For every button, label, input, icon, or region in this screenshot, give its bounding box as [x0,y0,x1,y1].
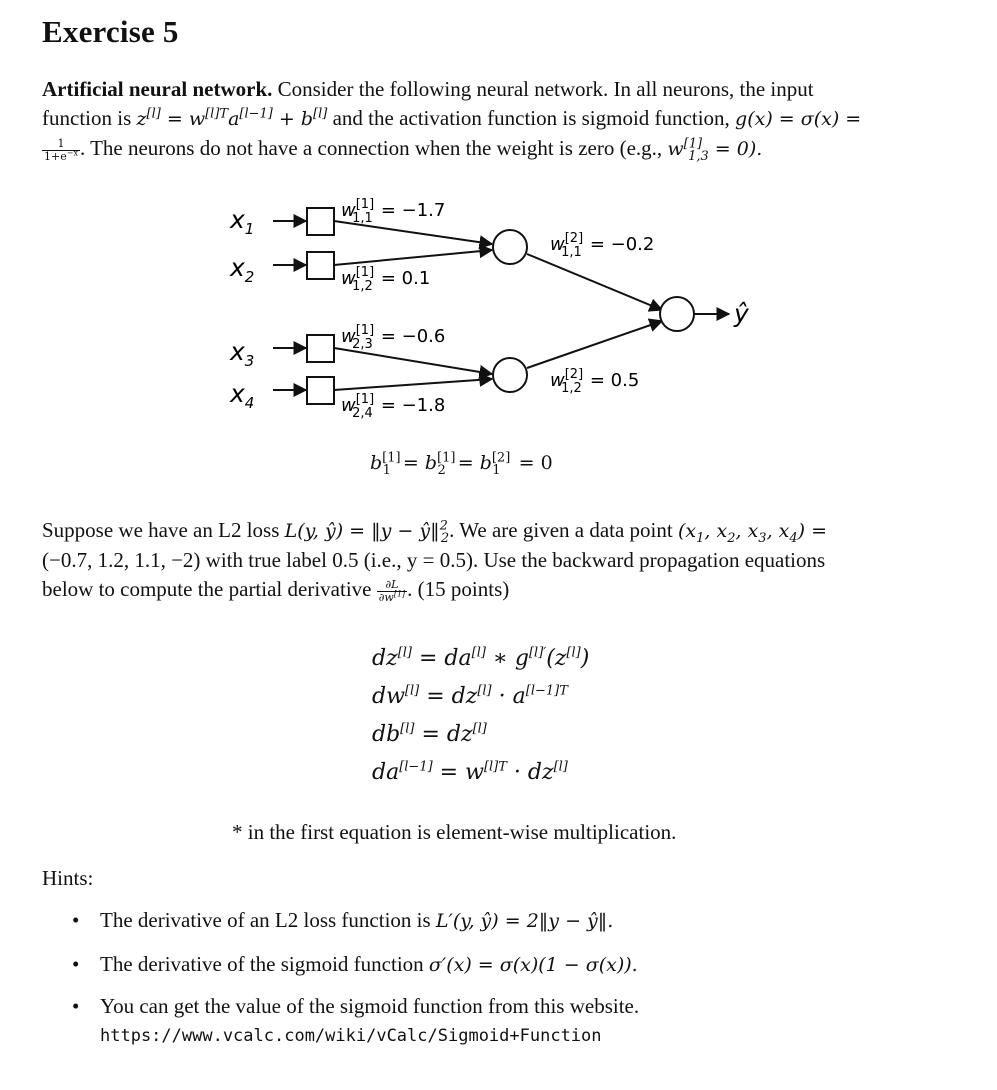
edge-w12-layer2 [527,321,662,368]
hint-1-text: The derivative of an L2 loss function is [100,908,431,932]
exercise-title: Exercise 5 [42,14,179,49]
question-paragraph [42,516,947,604]
data-point-vars: ($x_1$, $x_2$, $x_3$, $x_4$) = [677,520,828,546]
intro-paragraph [42,75,947,164]
edge-w11-layer2 [527,254,662,310]
input-function-formula: $z[l] = w^{[l]T}a[l-1] + b[l]$ [136,106,328,130]
equation-dw: $dw[l] = dz[l] \cdot a^{[l-1]T}$ [372,683,568,709]
weight-w24-1: w[1] 2,4 = −1.8 [341,392,446,421]
weight-w12-2: w[2] 1,2 = 0.5 [550,367,640,396]
l2-derivative-formula: L′(y, ŷ) = 2‖y − ŷ‖. [435,910,614,932]
neural-network-diagram [200,188,780,438]
input-node-4 [307,377,334,404]
intro-text-1: Consider the following neural network. In all neurons, the input [277,77,814,101]
intro-text-2b: and the activation function is sigmoid function, [332,106,730,130]
question-line-3a: below to compute the partial derivative [42,577,372,601]
input-x4-label: $x_4$ [230,379,255,412]
equation-db: db[l] = dz[l] [372,721,487,747]
input-node-3 [307,335,334,362]
intro-text-2a: function is [42,106,132,130]
bias-equation: $b[1]_1 = b[1]_2 = b[2]_1 = 0$ [370,450,553,478]
sigmoid-url[interactable]: https://www.vcalc.com/wiki/vCalc/Sigmoid+Function [100,1026,602,1046]
output-neuron [660,297,694,331]
question-line-1a: Suppose we have an L2 loss [42,518,280,542]
output-y-hat: ŷ [734,299,749,328]
input-x2-label: $x_2$ [230,253,255,286]
sigmoid-formula: g(x) = σ(x) = [735,108,862,130]
zero-weight-example: $w[1]_{1,3} = 0$). [667,136,763,164]
weight-w11-2: w[2] 1,1 = −0.2 [550,231,655,260]
weight-w23-1: w[1] 2,3 = −0.6 [341,323,446,352]
input-x3-label: $x_3$ [230,337,255,370]
equation-da: $da[l-1] = w^{[l]T} \cdot dz[l]$ [372,759,568,785]
edge-w24 [334,379,492,390]
weight-w12-1: w[1] 1,2 = 0.1 [341,265,431,294]
question-line-3b: . (15 points) [407,577,510,601]
elementwise-note: * in the first equation is element-wise multiplication. [232,820,677,844]
equation-dz: dz[l] = da[l] ∗ $g^{[l]'}(z[l])$ [372,645,590,671]
input-node-2 [307,252,334,279]
edge-w12 [334,250,492,265]
intro-lead: Artificial neural network. [42,77,273,101]
partial-derivative: $\frac{\partial L}{\partial w^{[1]}}$ [378,577,406,604]
intro-text-3: . The neurons do not have a connection when the weight is zero (e.g., [79,136,663,160]
input-node-1 [307,208,334,235]
loss-formula: L(y, ŷ) = ‖y − ŷ‖$^2_2$ [284,518,450,546]
hint-2-text: The derivative of the sigmoid function [100,952,424,976]
sigmoid-fraction: $\frac{1}{1+e^{-x}}$ [44,136,78,163]
sigmoid-derivative-formula: σ′(x) = σ(x)(1 − σ(x)). [428,954,638,976]
hidden-neuron-2 [493,358,527,392]
hidden-neuron-1 [493,230,527,264]
question-line-1b: . We are given a data point [449,518,673,542]
input-x1-label: $x_1$ [230,205,255,238]
hint-3-text: You can get the value of the sigmoid function from this website. [100,994,640,1018]
question-line-2: (−0.7, 1.2, 1.1, −2) with true label 0.5 (i.e., y = 0.5). Use the backward propagation equations [42,548,826,572]
hints-label: Hints: [42,866,94,890]
weight-w11-1: w[1] 1,1 = −1.7 [341,197,446,226]
